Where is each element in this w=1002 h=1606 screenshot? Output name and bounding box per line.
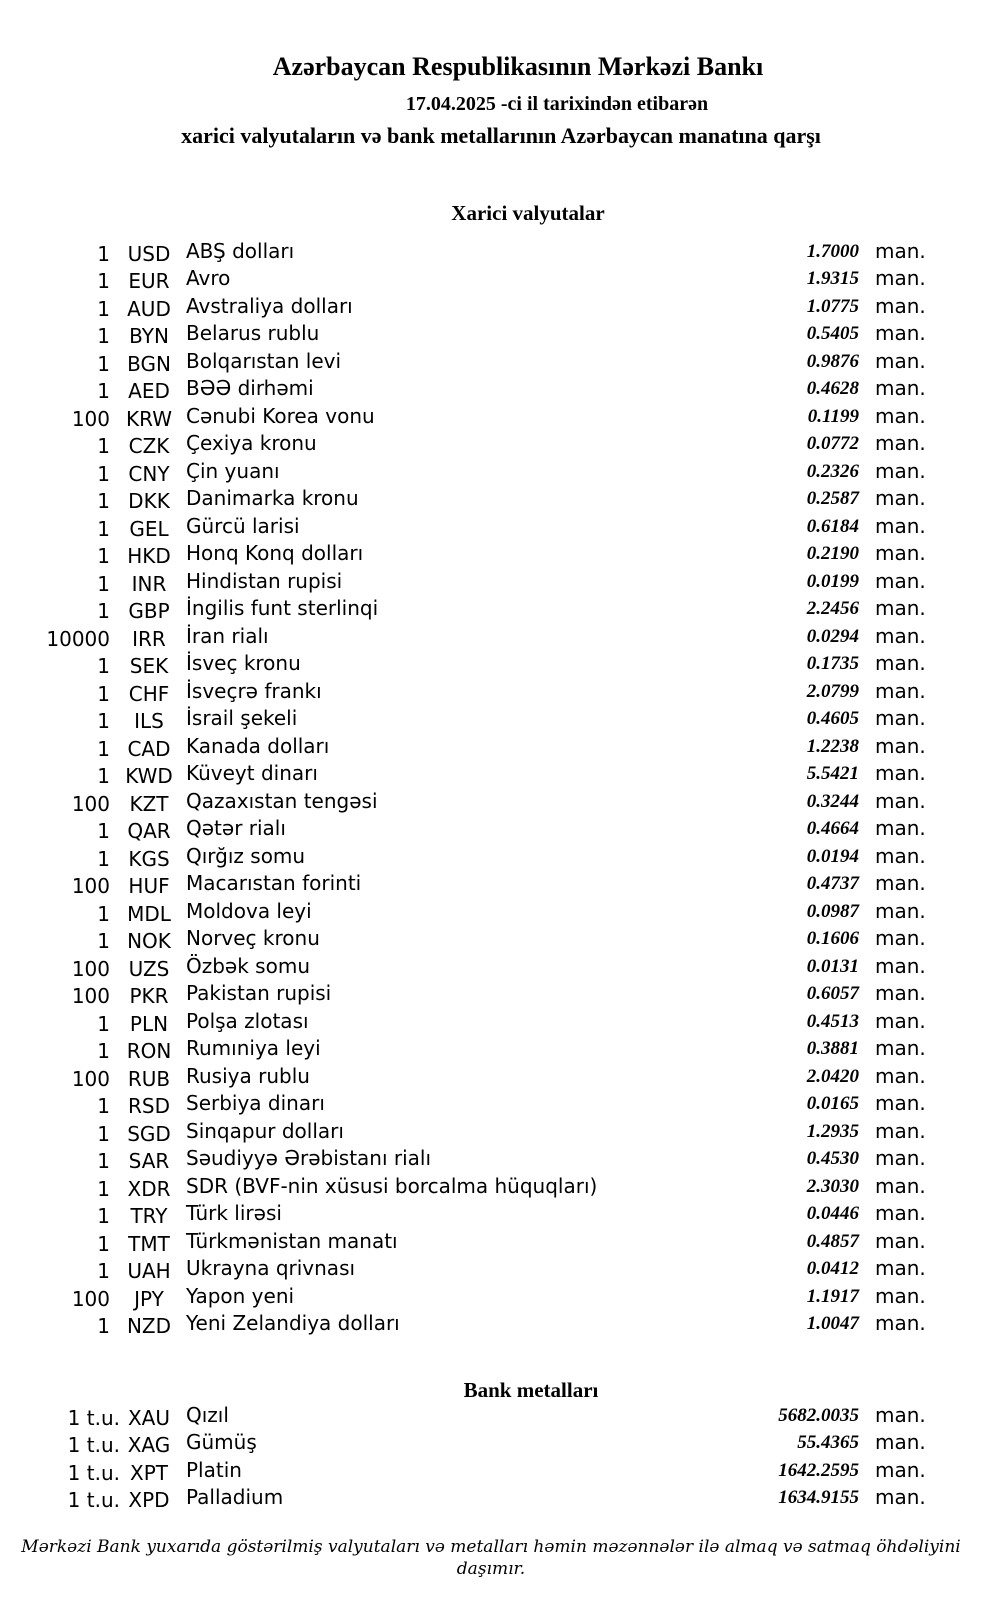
currency-code-cell: ILS — [134, 709, 164, 734]
currency-code-cell: XAG — [127, 1433, 171, 1458]
table-row — [0, 871, 1002, 899]
unit-cell: man. — [875, 321, 926, 346]
table-row — [0, 486, 1002, 514]
footer-disclaimer: Mərkəzi Bank yuxarıda göstərilmiş valyutaları və metalları həmin məzənnələr ilə almaq və satmaq öhdəliyini daşımır. — [21, 1537, 961, 1579]
unit-cell: man. — [875, 871, 926, 896]
quantity-cell: 100 — [71, 984, 110, 1009]
quantity-cell: 1 — [97, 571, 110, 596]
unit-cell: man. — [875, 238, 926, 263]
currency-name-cell: Avro — [186, 266, 231, 291]
currency-code-cell: SEK — [129, 654, 169, 679]
table-row — [0, 706, 1002, 734]
currency-name-cell: Polşa zlotası — [186, 1008, 309, 1033]
unit-cell: man. — [875, 376, 926, 401]
currency-code-cell: DKK — [128, 489, 170, 514]
currency-code-cell: TMT — [128, 1231, 170, 1256]
currency-code-cell: QAR — [127, 819, 171, 844]
currency-code-cell: RON — [126, 1039, 172, 1064]
table-row — [0, 1063, 1002, 1091]
currencies-rate-table — [0, 238, 1002, 1338]
currency-name-cell: Macarıstan forinti — [186, 871, 362, 896]
quantity-cell: 1 — [97, 1231, 110, 1256]
currency-name-cell: Sinqapur dolları — [186, 1118, 344, 1143]
unit-cell: man. — [875, 1146, 926, 1171]
unit-cell: man. — [875, 266, 926, 291]
unit-cell: man. — [875, 816, 926, 841]
quantity-cell: 100 — [71, 406, 110, 431]
currency-name-cell: Pakistan rupisi — [186, 981, 332, 1006]
currency-name-cell: Avstraliya dolları — [186, 293, 353, 318]
quantity-cell: 1 — [97, 1204, 110, 1229]
quantity-cell: 10000 — [46, 626, 110, 651]
table-row — [0, 266, 1002, 294]
table-row — [0, 458, 1002, 486]
rate-value-cell: 1.7000 — [806, 240, 859, 262]
quantity-cell: 1 — [97, 434, 110, 459]
quantity-cell: 1 — [97, 461, 110, 486]
currency-code-cell: KZT — [129, 791, 169, 816]
rate-value-cell: 1.1917 — [806, 1285, 859, 1307]
currency-code-cell: KGS — [128, 846, 170, 871]
currency-code-cell: UAH — [127, 1259, 171, 1284]
rate-value-cell: 0.4857 — [806, 1230, 859, 1252]
quantity-cell: 1 — [97, 1314, 110, 1339]
quantity-cell: 100 — [71, 1066, 110, 1091]
unit-cell: man. — [875, 1485, 926, 1510]
currency-name-cell: Belarus rublu — [186, 321, 320, 346]
table-row — [0, 678, 1002, 706]
currency-code-cell: XAU — [127, 1405, 171, 1430]
table-row — [0, 651, 1002, 679]
quantity-cell: 1 — [97, 709, 110, 734]
currency-name-cell: Gümüş — [186, 1430, 257, 1455]
unit-cell: man. — [875, 898, 926, 923]
rate-value-cell: 0.1606 — [806, 928, 859, 950]
unit-cell: man. — [875, 1228, 926, 1253]
unit-cell: man. — [875, 733, 926, 758]
quantity-cell: 1 — [97, 324, 110, 349]
unit-cell: man. — [875, 651, 926, 676]
currency-code-cell: XPT — [130, 1460, 168, 1485]
unit-cell: man. — [875, 1008, 926, 1033]
currency-name-cell: İran rialı — [186, 623, 269, 648]
quantity-cell: 1 — [97, 1039, 110, 1064]
unit-cell: man. — [875, 981, 926, 1006]
currency-name-cell: İngilis funt sterlinqi — [186, 596, 379, 621]
quantity-cell: 1 — [97, 819, 110, 844]
quantity-cell: 1 — [97, 516, 110, 541]
table-row — [0, 1008, 1002, 1036]
rate-value-cell: 5.5421 — [806, 763, 859, 785]
currency-name-cell: Bolqarıstan levi — [186, 348, 342, 373]
rate-value-cell: 0.2326 — [806, 460, 859, 482]
rate-value-cell: 0.0772 — [806, 433, 859, 455]
rate-value-cell: 0.0446 — [806, 1203, 859, 1225]
bank-title: Azərbaycan Respublikasının Mərkəzi Bankı — [272, 52, 764, 81]
rate-value-cell: 5682.0035 — [778, 1404, 859, 1426]
unit-cell: man. — [875, 513, 926, 538]
unit-cell: man. — [875, 706, 926, 731]
section-heading-foreign-currencies: Xarici valyutalar — [451, 201, 605, 225]
unit-cell: man. — [875, 403, 926, 428]
table-row — [0, 1256, 1002, 1284]
metals-rate-table — [0, 1402, 1002, 1512]
quantity-cell: 1 — [97, 681, 110, 706]
table-row — [0, 1485, 1002, 1513]
rate-value-cell: 0.2587 — [806, 488, 859, 510]
unit-cell: man. — [875, 1311, 926, 1336]
table-row — [0, 596, 1002, 624]
quantity-cell: 1 — [97, 764, 110, 789]
unit-cell: man. — [875, 1283, 926, 1308]
quantity-cell: 1 t.u. — [67, 1405, 120, 1430]
currency-code-cell: CZK — [128, 434, 170, 459]
unit-cell: man. — [875, 623, 926, 648]
table-row — [0, 513, 1002, 541]
unit-cell: man. — [875, 1173, 926, 1198]
rate-value-cell: 0.0987 — [806, 900, 859, 922]
quantity-cell: 100 — [71, 956, 110, 981]
table-row — [0, 1118, 1002, 1146]
currency-code-cell: MDL — [127, 901, 171, 926]
currency-code-cell: PLN — [129, 1011, 169, 1036]
unit-cell: man. — [875, 1430, 926, 1455]
currency-name-cell: Yeni Zelandiya dolları — [186, 1311, 400, 1336]
currency-code-cell: UZS — [128, 956, 170, 981]
rate-value-cell: 0.9876 — [806, 350, 859, 372]
quantity-cell: 1 — [97, 901, 110, 926]
quantity-cell: 1 — [97, 736, 110, 761]
currency-name-cell: Serbiya dinarı — [186, 1091, 325, 1116]
currency-name-cell: Norveç kronu — [186, 926, 320, 951]
table-row — [0, 733, 1002, 761]
quantity-cell: 1 — [97, 296, 110, 321]
rate-value-cell: 0.6057 — [806, 983, 859, 1005]
rate-value-cell: 0.4664 — [806, 818, 859, 840]
rate-value-cell: 0.4628 — [806, 378, 859, 400]
quantity-cell: 1 t.u. — [67, 1488, 120, 1513]
rate-value-cell: 2.0420 — [806, 1065, 859, 1087]
currency-name-cell: Özbək somu — [186, 953, 310, 978]
table-row — [0, 1091, 1002, 1119]
unit-cell: man. — [875, 596, 926, 621]
currency-code-cell: GBP — [128, 599, 170, 624]
rate-value-cell: 2.0799 — [806, 680, 859, 702]
table-row — [0, 981, 1002, 1009]
table-row — [0, 293, 1002, 321]
table-row — [0, 348, 1002, 376]
currency-code-cell: PKR — [129, 984, 169, 1009]
quantity-cell: 1 — [97, 599, 110, 624]
rate-value-cell: 1.2238 — [806, 735, 859, 757]
currency-code-cell: KWD — [125, 764, 173, 789]
table-row — [0, 953, 1002, 981]
currency-name-cell: İsveç kronu — [186, 651, 301, 676]
unit-cell: man. — [875, 1256, 926, 1281]
table-row — [0, 1173, 1002, 1201]
table-row — [0, 1146, 1002, 1174]
currency-code-cell: RUB — [127, 1066, 171, 1091]
quantity-cell: 1 t.u. — [67, 1433, 120, 1458]
currency-name-cell: Platin — [186, 1457, 242, 1482]
table-row — [0, 1283, 1002, 1311]
rate-value-cell: 0.0294 — [806, 625, 859, 647]
unit-cell: man. — [875, 953, 926, 978]
currency-code-cell: BGN — [127, 351, 171, 376]
rate-value-cell: 1634.9155 — [778, 1487, 859, 1509]
unit-cell: man. — [875, 348, 926, 373]
table-row — [0, 816, 1002, 844]
quantity-cell: 1 — [97, 1011, 110, 1036]
unit-cell: man. — [875, 1063, 926, 1088]
currency-name-cell: Kanada dolları — [186, 733, 330, 758]
quantity-cell: 100 — [71, 1286, 110, 1311]
currency-code-cell: IRR — [132, 626, 166, 651]
rate-value-cell: 1.0047 — [806, 1313, 859, 1335]
rate-value-cell: 0.5405 — [806, 323, 859, 345]
document-subtitle: xarici valyutaların və bank metallarının Azərbaycan manatına qarşı — [181, 123, 821, 148]
quantity-cell: 1 — [97, 846, 110, 871]
currency-name-cell: İsveçrə frankı — [186, 678, 322, 703]
currency-code-cell: HKD — [127, 544, 171, 569]
table-row — [0, 1402, 1002, 1430]
unit-cell: man. — [875, 1402, 926, 1427]
rate-value-cell: 0.4530 — [806, 1148, 859, 1170]
currency-code-cell: HUF — [128, 874, 170, 899]
currency-name-cell: Moldova leyi — [186, 898, 312, 923]
currency-name-cell: Honq Konq dolları — [186, 541, 364, 566]
currency-code-cell: CNY — [128, 461, 170, 486]
currency-code-cell: XPD — [128, 1488, 170, 1513]
currency-code-cell: NOK — [127, 929, 171, 954]
table-row — [0, 321, 1002, 349]
quantity-cell: 1 t.u. — [67, 1460, 120, 1485]
currency-code-cell: AED — [128, 379, 170, 404]
unit-cell: man. — [875, 486, 926, 511]
unit-cell: man. — [875, 788, 926, 813]
currency-name-cell: Cənubi Korea vonu — [186, 403, 375, 428]
rate-value-cell: 0.2190 — [806, 543, 859, 565]
table-row — [0, 761, 1002, 789]
currency-code-cell: CHF — [128, 681, 170, 706]
currency-name-cell: İsrail şekeli — [186, 706, 298, 731]
currency-name-cell: Danimarka kronu — [186, 486, 359, 511]
rate-value-cell: 0.6184 — [806, 515, 859, 537]
currency-name-cell: Küveyt dinarı — [186, 761, 318, 786]
quantity-cell: 1 — [97, 379, 110, 404]
rate-value-cell: 0.3881 — [806, 1038, 859, 1060]
unit-cell: man. — [875, 1036, 926, 1061]
currency-name-cell: Qırğız somu — [186, 843, 306, 868]
unit-cell: man. — [875, 761, 926, 786]
currency-name-cell: Rumıniya leyi — [186, 1036, 321, 1061]
table-row — [0, 1311, 1002, 1339]
quantity-cell: 1 — [97, 489, 110, 514]
unit-cell: man. — [875, 678, 926, 703]
rate-value-cell: 2.3030 — [806, 1175, 859, 1197]
rate-value-cell: 0.1735 — [806, 653, 859, 675]
unit-cell: man. — [875, 1457, 926, 1482]
rate-value-cell: 0.0131 — [806, 955, 859, 977]
currency-code-cell: JPY — [134, 1286, 164, 1311]
unit-cell: man. — [875, 1201, 926, 1226]
effective-date-line: 17.04.2025 -ci il tarixindən etibarən — [405, 93, 709, 115]
table-row — [0, 238, 1002, 266]
rate-value-cell: 0.0412 — [806, 1258, 859, 1280]
rate-value-cell: 1.0775 — [806, 295, 859, 317]
table-row — [0, 541, 1002, 569]
unit-cell: man. — [875, 431, 926, 456]
currency-code-cell: INR — [131, 571, 167, 596]
currency-code-cell: CAD — [127, 736, 171, 761]
rate-value-cell: 2.2456 — [806, 598, 859, 620]
rate-value-cell: 0.0165 — [806, 1093, 859, 1115]
unit-cell: man. — [875, 458, 926, 483]
currency-code-cell: NZD — [126, 1314, 172, 1339]
table-row — [0, 1201, 1002, 1229]
quantity-cell: 1 — [97, 929, 110, 954]
quantity-cell: 1 — [97, 1259, 110, 1284]
currency-code-cell: GEL — [129, 516, 169, 541]
quantity-cell: 1 — [97, 1149, 110, 1174]
quantity-cell: 1 — [97, 1121, 110, 1146]
quantity-cell: 1 — [97, 544, 110, 569]
currency-name-cell: Ukrayna qrivnası — [186, 1256, 356, 1281]
currency-name-cell: Gürcü larisi — [186, 513, 300, 538]
currency-name-cell: SDR (BVF-nin xüsusi borcalma hüquqları) — [186, 1173, 598, 1198]
quantity-cell: 1 — [97, 654, 110, 679]
table-row — [0, 898, 1002, 926]
rate-value-cell: 55.4365 — [797, 1432, 859, 1454]
currency-name-cell: Qətər rialı — [186, 816, 286, 841]
rate-value-cell: 1.9315 — [806, 268, 859, 290]
currency-code-cell: KRW — [126, 406, 172, 431]
currency-name-cell: Qızıl — [186, 1402, 229, 1427]
table-row — [0, 568, 1002, 596]
currency-code-cell: EUR — [128, 269, 170, 294]
unit-cell: man. — [875, 843, 926, 868]
rate-value-cell: 1.2935 — [806, 1120, 859, 1142]
currency-name-cell: Rusiya rublu — [186, 1063, 310, 1088]
unit-cell: man. — [875, 1091, 926, 1116]
rate-value-cell: 0.0194 — [806, 845, 859, 867]
currency-code-cell: RSD — [128, 1094, 170, 1119]
rate-value-cell: 1642.2595 — [778, 1459, 859, 1481]
rate-value-cell: 0.3244 — [806, 790, 859, 812]
quantity-cell: 1 — [97, 351, 110, 376]
quantity-cell: 1 — [97, 1176, 110, 1201]
currency-name-cell: Yapon yeni — [186, 1283, 295, 1308]
currency-code-cell: SAR — [128, 1149, 170, 1174]
rate-value-cell: 0.0199 — [806, 570, 859, 592]
currency-name-cell: Palladium — [186, 1485, 284, 1510]
currency-name-cell: Türk lirəsi — [186, 1201, 282, 1226]
table-row — [0, 1228, 1002, 1256]
quantity-cell: 1 — [97, 269, 110, 294]
table-row — [0, 1457, 1002, 1485]
table-row — [0, 1430, 1002, 1458]
unit-cell: man. — [875, 926, 926, 951]
currency-code-cell: USD — [127, 241, 171, 266]
currency-code-cell: XDR — [127, 1176, 171, 1201]
currency-name-cell: Türkmənistan manatı — [186, 1228, 398, 1253]
quantity-cell: 100 — [71, 791, 110, 816]
currency-code-cell: AUD — [127, 296, 171, 321]
quantity-cell: 1 — [97, 1094, 110, 1119]
rate-value-cell: 0.4605 — [806, 708, 859, 730]
table-row — [0, 926, 1002, 954]
currency-code-cell: BYN — [129, 324, 169, 349]
currency-code-cell: SGD — [127, 1121, 171, 1146]
unit-cell: man. — [875, 541, 926, 566]
table-row — [0, 623, 1002, 651]
table-row — [0, 843, 1002, 871]
currency-name-cell: Çexiya kronu — [186, 431, 317, 456]
currency-name-cell: Çin yuanı — [186, 458, 280, 483]
quantity-cell: 1 — [97, 241, 110, 266]
table-row — [0, 403, 1002, 431]
rate-value-cell: 0.4513 — [806, 1010, 859, 1032]
currency-name-cell: Hindistan rupisi — [186, 568, 343, 593]
currency-name-cell: ABŞ dolları — [186, 238, 295, 263]
rate-value-cell: 0.4737 — [806, 873, 859, 895]
rate-value-cell: 0.1199 — [807, 405, 859, 427]
table-row — [0, 788, 1002, 816]
currency-name-cell: Qazaxıstan tengəsi — [186, 788, 378, 813]
currency-name-cell: BƏƏ dirhəmi — [186, 376, 314, 401]
quantity-cell: 100 — [71, 874, 110, 899]
table-row — [0, 1036, 1002, 1064]
table-row — [0, 376, 1002, 404]
currency-code-cell: TRY — [130, 1204, 168, 1229]
currency-name-cell: Səudiyyə Ərəbistanı rialı — [186, 1146, 432, 1171]
section-heading-bank-metals: Bank metalları — [463, 1378, 599, 1402]
unit-cell: man. — [875, 1118, 926, 1143]
unit-cell: man. — [875, 293, 926, 318]
table-row — [0, 431, 1002, 459]
unit-cell: man. — [875, 568, 926, 593]
